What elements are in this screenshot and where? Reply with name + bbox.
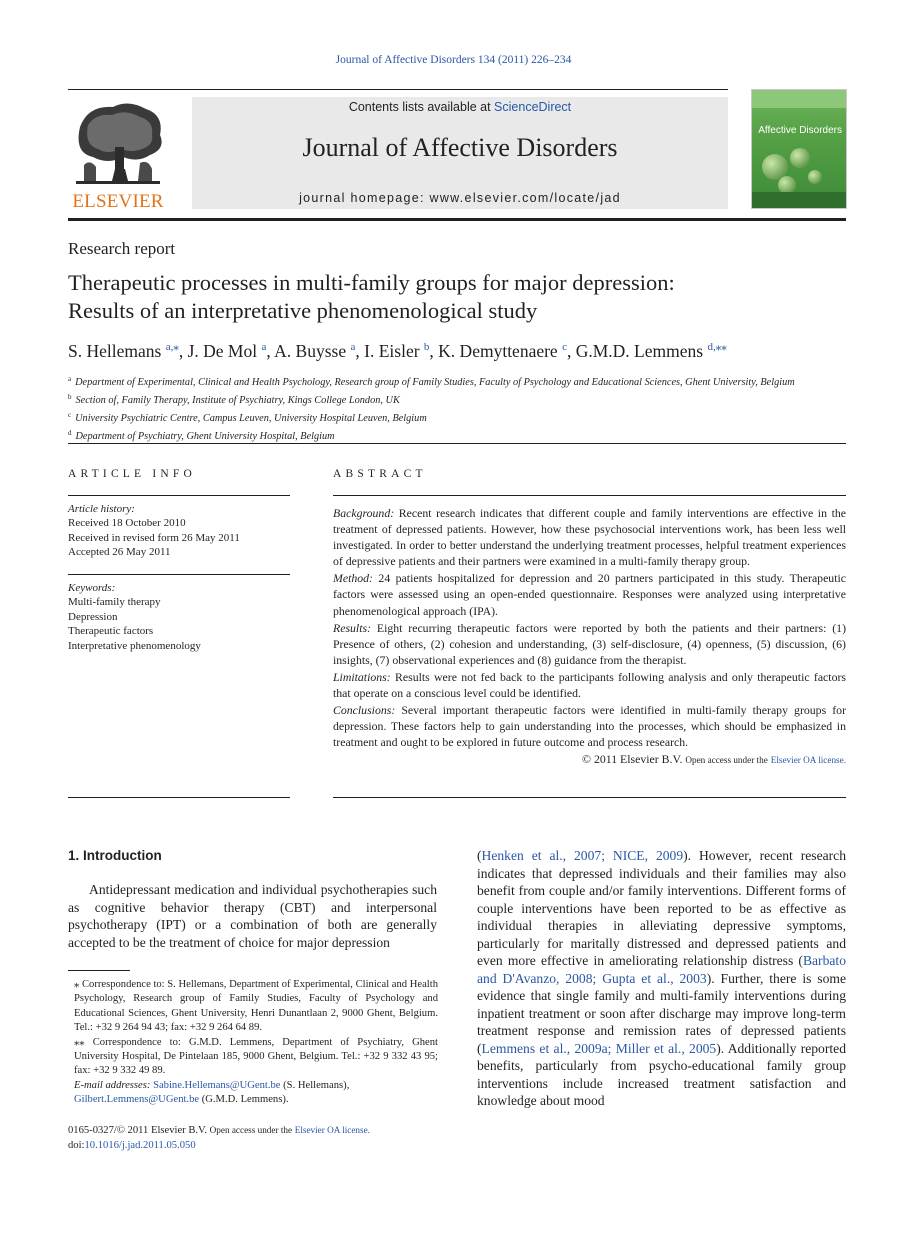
title-line-1: Therapeutic processes in multi-family groups for major depression: [68,270,675,295]
keyword: Multi-family therapy [68,596,161,609]
article-history [68,502,290,560]
abstract-body [333,505,846,770]
abstract-method [333,570,846,618]
abstract-label: Method: [333,571,373,586]
footnote-rule [68,970,130,971]
correspondence-footnote-2: ⁎⁎ Correspondence to: G.M.D. Lemmens, Department of Psychiatry, Ghent University Hospital, De Pintelaan 185, 9000 Ghent, Belgium. Tel.: +32 9 332 43 95; fax: +32 9 332 49 89. [74,1036,438,1077]
license-link[interactable]: Elsevier OA license. [770,755,846,766]
doi-label: doi: [68,1139,85,1151]
author-affiliation-marker[interactable]: d,⁎⁎ [707,341,727,353]
open-access-text: Open access under the [209,1125,293,1135]
section-heading-introduction: 1. Introduction [68,848,162,863]
keyword: Depression [68,610,118,623]
article-title [68,269,848,325]
abstract-label: Results: [333,620,372,635]
author: I. Eisler [364,341,420,361]
citation-link[interactable]: Lemmens et al., 2009a; Miller et al., 2005 [481,1040,717,1056]
abstract-text: Several important therapeutic factors were identified in multi-family therapy groups for depression. These factors help to gain understanding into the processes, which should be emphasized in treatment and ought to be explored in future outcome and process research. [333,703,846,750]
cover-strip [752,192,846,208]
author-affiliation-marker[interactable]: a [350,341,356,353]
body-text: ). Additionally reported benefits, particularly from psycho-educational family group interventions include increased treatment satisfaction and knowledge about mood [477,1040,846,1108]
title-line-2: Results of an interpretative phenomenological study [68,298,538,323]
author-affiliation-marker[interactable]: b [423,341,430,353]
affiliation-key: a [68,375,72,383]
contents-line: Contents lists available at ScienceDirect [348,100,572,114]
masthead-rule [68,89,728,90]
doi-link[interactable]: 10.1016/j.jad.2011.05.050 [84,1139,196,1151]
abstract-text: Eight recurring therapeutic factors were reported by both the patients and their partners: (1) Presence of others, (2) cohesion and understanding, (3) self-disclosure, (4) openness, (5) discussion, (6) insights, (7) observational experiences and (8) guidance from the therapist. [333,620,846,667]
cover-band [752,90,846,108]
article-info-rule [68,495,290,496]
email-owner: (S. Hellemans), [280,1079,350,1091]
affiliation-item [68,426,848,444]
abstract-conclusions [333,702,846,750]
body-text: ). However, recent research indicates that depressed individuals and their families may also benefit from couple and/or family interventions. Different forms of couple interventions have been reported to be as effective as individual therapies in alleviating depressive symptoms, particularly for maritally distressed and depressed patients and even more effective in ameliorating relationship distress ( [477,848,847,968]
email-owner: (G.M.D. Lemmens). [199,1094,289,1106]
history-label: Article history: [68,503,135,515]
footnotes [68,978,438,1108]
keywords-block [68,581,290,653]
keywords-rule [68,574,290,575]
author: S. Hellemans [68,341,162,361]
doi-line [68,1139,488,1154]
cover-sphere [808,170,822,184]
article-type: Research report [68,239,176,258]
affiliation-text: Department of Psychiatry, Ghent University Hospital, Belgium [75,431,335,442]
author-affiliation-marker[interactable]: a [261,341,267,353]
affiliation-divider [68,443,846,444]
body-column-right [477,847,846,1110]
author: A. Buysse [274,341,347,361]
header-divider [68,218,846,221]
email-footnote [68,1079,438,1108]
author-affiliation-marker[interactable]: c [562,341,567,353]
journal-citation[interactable]: Journal of Affective Disorders 134 (2011) 226–234 [335,54,572,66]
affiliation-item [68,390,848,408]
journal-homepage[interactable]: journal homepage: www.elsevier.com/locate/jad [299,191,621,205]
accepted-date: Accepted 26 May 2011 [68,546,171,559]
abstract-background [333,505,846,569]
affiliation-text: Section of, Family Therapy, Institute of Psychiatry, Kings College London, UK [75,395,400,406]
cover-title: Affective Disorders [758,125,842,136]
email-link[interactable]: Gilbert.Lemmens@UGent.be [74,1094,200,1106]
intro-paragraph-continued [477,847,846,1110]
citation-link[interactable]: Barbato and D'Avanzo, 2008; Gupta et al., 2003 [477,953,846,986]
article-info-heading: ARTICLE INFO [68,468,196,480]
intro-paragraph: Antidepressant medication and individual psychotherapies such as cognitive behavior therapy (CBT) and interpersonal psychotherapy (IPT) or a combination of both are generally accepted to be the treatment of choice for major depression [68,882,437,950]
affiliation-item [68,372,848,390]
abstract-copyright [333,751,846,768]
email-link[interactable]: Sabine.Hellemans@UGent.be [153,1079,281,1091]
abstract-label: Background: [333,506,395,520]
affiliation-key: b [68,393,72,401]
citation-link[interactable]: Henken et al., 2007; NICE, 2009 [481,848,684,863]
received-date: Received 18 October 2010 [68,517,186,530]
abstract-rule [333,495,846,496]
issn-line [68,1123,488,1139]
author-affiliation-marker[interactable]: a,⁎ [165,341,179,353]
open-access-text: Open access under the [685,755,768,766]
sciencedirect-link[interactable]: ScienceDirect [494,100,572,114]
affiliation-item [68,408,848,426]
abstract-bottom-rule [333,797,846,798]
affiliation-text: Department of Experimental, Clinical and Health Psychology, Research group of Family Studies, Faculty of Psychology and Educational Sciences, Ghent University, Belgium [75,377,795,388]
author: J. De Mol [187,341,258,361]
abstract-results [333,620,846,668]
revised-date: Received in revised form 26 May 2011 [68,531,240,544]
license-link[interactable]: Elsevier OA license. [294,1125,370,1135]
keywords-label: Keywords: [68,582,116,594]
cover-sphere [790,148,810,168]
copyright-text: © 2011 Elsevier B.V. [582,752,683,767]
correspondence-footnote-1: ⁎ Correspondence to: S. Hellemans, Department of Experimental, Clinical and Health Psychology, Research group of Family Studies, Faculty of Psychology and Educational Sciences, Ghent University, Henri Dunantlaan 2, 9000 Ghent, Belgium. Tel.: +32 9 264 94 43; fax: +32 9 264 64 89. [74,979,438,1034]
keyword: Interpretative phenomenology [68,639,201,652]
affiliations [68,372,848,444]
abstract-heading: ABSTRACT [333,468,427,480]
author-list: S. Hellemans $^{a,⁎}$, J. De Mol $^a$, A. Buysse $^a$, I. Eisler $^b$, K. Demyttenaere $^c$, G.M.D. Lemmens $^{d,⁎⁎}$ [68,341,727,361]
article-info-bottom-rule [68,797,290,798]
journal-cover-thumbnail[interactable] [751,89,847,209]
body-column-left [68,881,437,951]
abstract-text: Results were not fed back to the participants following analysis and only therapeutic factors that operate on a conscious level could be identified. [333,669,846,701]
keyword: Therapeutic factors [68,625,154,638]
email-label: E-mail addresses: [74,1079,151,1091]
abstract-text: 24 patients hospitalized for depression and 20 partners participated in this study. Therapeutic factors were assessed using an open-ended questionnaire. Responses were analyzed using interpretative phenomenological approach (IPA). [333,571,846,618]
abstract-label: Limitations: [333,669,391,684]
publisher-wordmark[interactable]: ELSEVIER [72,191,164,212]
issn-doi-block [68,1123,488,1153]
affiliation-key: d [68,429,72,437]
affiliation-text: University Psychiatric Centre, Campus Leuven, University Hospital Leuven, Belgium [75,413,427,424]
author: G.M.D. Lemmens [575,341,704,361]
body-text: ( [477,848,482,863]
issn-text: 0165-0327/© 2011 Elsevier B.V. [68,1125,207,1136]
abstract-text: Recent research indicates that different couple and family interventions are effective in the treatment of depressed patients. However, how these psychosocial interventions work, has been less well investigated. In order to better understand the underlying treatment processes, helpful treatment experiences of depressive patients and their partners were examined in a multi-family therapy group. [333,506,846,569]
abstract-limitations [333,669,846,701]
body-text: ). Further, there is some evidence that single family and multi-family interventions during inpatient treatment or soon after discharge may improve long-term treatment response and remission rates of depressed patients ( [477,970,846,1056]
author: K. Demyttenaere [438,341,558,361]
journal-masthead [192,97,728,209]
journal-title: Journal of Affective Disorders [302,133,618,162]
abstract-label: Conclusions: [333,703,396,718]
affiliation-key: c [68,411,72,419]
